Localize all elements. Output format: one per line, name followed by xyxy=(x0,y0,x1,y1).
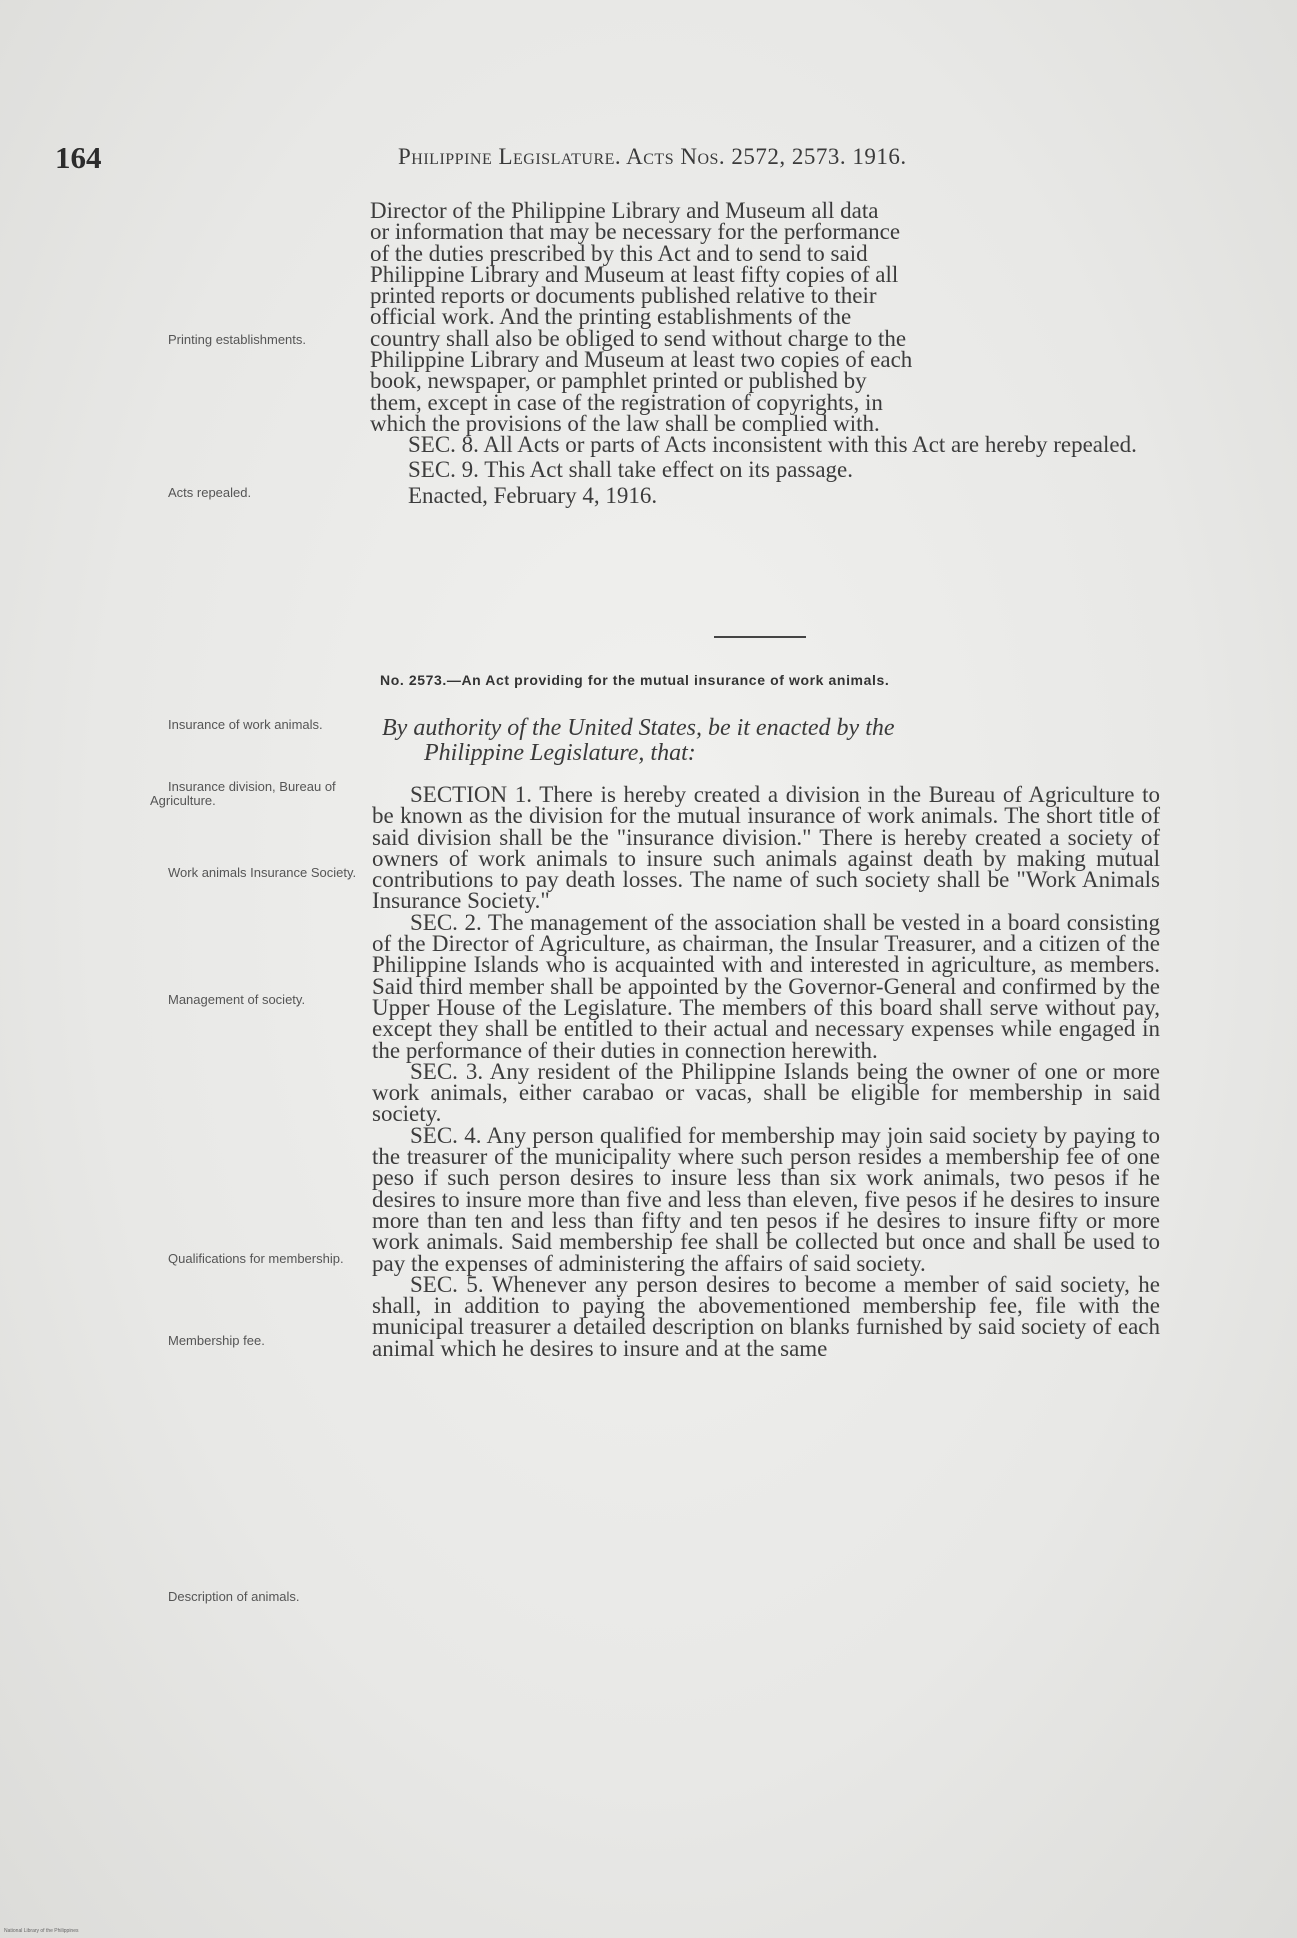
text-line: them, except in case of the registration of copyrights, in xyxy=(370,389,883,415)
margin-note-fee: Membership fee. xyxy=(168,1333,265,1348)
text-line: book, newspaper, or pamphlet printed or published by xyxy=(370,368,867,394)
section-8: SEC. 8. All Acts or parts of Acts inconsistent with this Act are hereby repealed. xyxy=(408,432,1137,458)
text-line: Philippine Library and Museum at least fifty copies of all xyxy=(370,261,899,287)
margin-note-printing: Printing establishments. xyxy=(168,332,307,347)
act-2572-continuation xyxy=(370,200,1160,506)
section-3: SEC. 3. Any resident of the Philippine Islands being the owner of one or more work animals, either carabao or vacas, shall be eligible for membership in said society. xyxy=(372,1058,1160,1127)
page-number: 164 xyxy=(55,140,102,175)
scan-footer: National Library of the Philippines xyxy=(4,1928,79,1934)
text-line: official work. And the printing establishments of the xyxy=(370,304,852,330)
act-2573-sections xyxy=(372,784,1160,1359)
margin-note-division: Insurance division, Bureau of Agriculture. xyxy=(150,779,336,808)
margin-note-society: Work animals Insurance Society. xyxy=(168,865,357,880)
margin-note-acts-repealed: Acts repealed. xyxy=(168,485,252,500)
section-2: SEC. 2. The management of the association shall be vested in a board consisting of the Director of Agriculture, as chairman, the Insular Treasurer, and a citizen of the Philippine Islands who is acquainted with and interested in agriculture, as members. Said third member shall be appointed by the Governor-General and confirmed by the Upper House of the Legislature. The members of this board shall serve without pay, except they shall be entitled to their actual and necessary expenses while engaged in the performance of their duties in connection herewith. xyxy=(372,909,1160,1063)
text-line: of the duties prescribed by this Act and to send to said xyxy=(370,240,868,266)
enacting-clause xyxy=(382,716,1160,766)
margin-note-management: Management of society. xyxy=(168,992,306,1007)
enacting-line-1: By authority of the United States, be it enacted by the xyxy=(382,715,895,741)
enacted-date: Enacted, February 4, 1916. xyxy=(408,482,658,508)
running-head: Philippine Legislature. Acts Nos. 2572, 2573. 1916. xyxy=(398,144,907,169)
margin-note-qualifications: Qualifications for membership. xyxy=(168,1251,344,1266)
text-line: which the provisions of the law shall be complied with. xyxy=(370,410,880,436)
margin-note-insurance: Insurance of work animals. xyxy=(168,717,323,732)
section-4: SEC. 4. Any person qualified for membership may join said society by paying to the treasurer of the municipality where such person resides a membership fee of one peso if such person desires to insure less than six work animals, two pesos if he desires to insure more than five and less than eleven, five pesos if he desires to insure more than ten and less than fifty and ten pesos if he desires to insure fifty or more work animals. Said membership fee shall be collected but once and shall be used to pay the expenses of administering the affairs of said society. xyxy=(372,1122,1160,1276)
text-line: Philippine Library and Museum at least two copies of each xyxy=(370,347,913,373)
section-5: SEC. 5. Whenever any person desires to become a member of said society, he shall, in addition to paying the abovementioned membership fee, file with the municipal treasurer a detailed description on blanks furnished by said society of each animal which he desires to insure and at the same xyxy=(372,1271,1160,1361)
section-9: SEC. 9. This Act shall take effect on its passage. xyxy=(408,456,854,482)
margin-note-description: Description of animals. xyxy=(168,1589,300,1604)
act-2573-heading: No. 2573.—An Act providing for the mutual insurance of work animals. xyxy=(380,672,890,688)
section-divider xyxy=(714,636,806,638)
text-line: or information that may be necessary for the performance xyxy=(370,219,901,245)
text-line: Director of the Philippine Library and Museum all data xyxy=(370,198,879,223)
enacting-line-2: Philippine Legislature, that: xyxy=(424,740,696,766)
text-line: country shall also be obliged to send without charge to the xyxy=(370,325,907,351)
text-line: printed reports or documents published relative to their xyxy=(370,283,877,309)
section-1: SECTION 1. There is hereby created a division in the Bureau of Agriculture to be known as the division for the mutual insurance of work animals. The short title of said division shall be the "insurance division." There is hereby created a society of owners of work animals to insure such animals against death by making mutual contributions to pay death losses. The name of such society shall be "Work Animals Insurance Society." xyxy=(372,782,1160,914)
